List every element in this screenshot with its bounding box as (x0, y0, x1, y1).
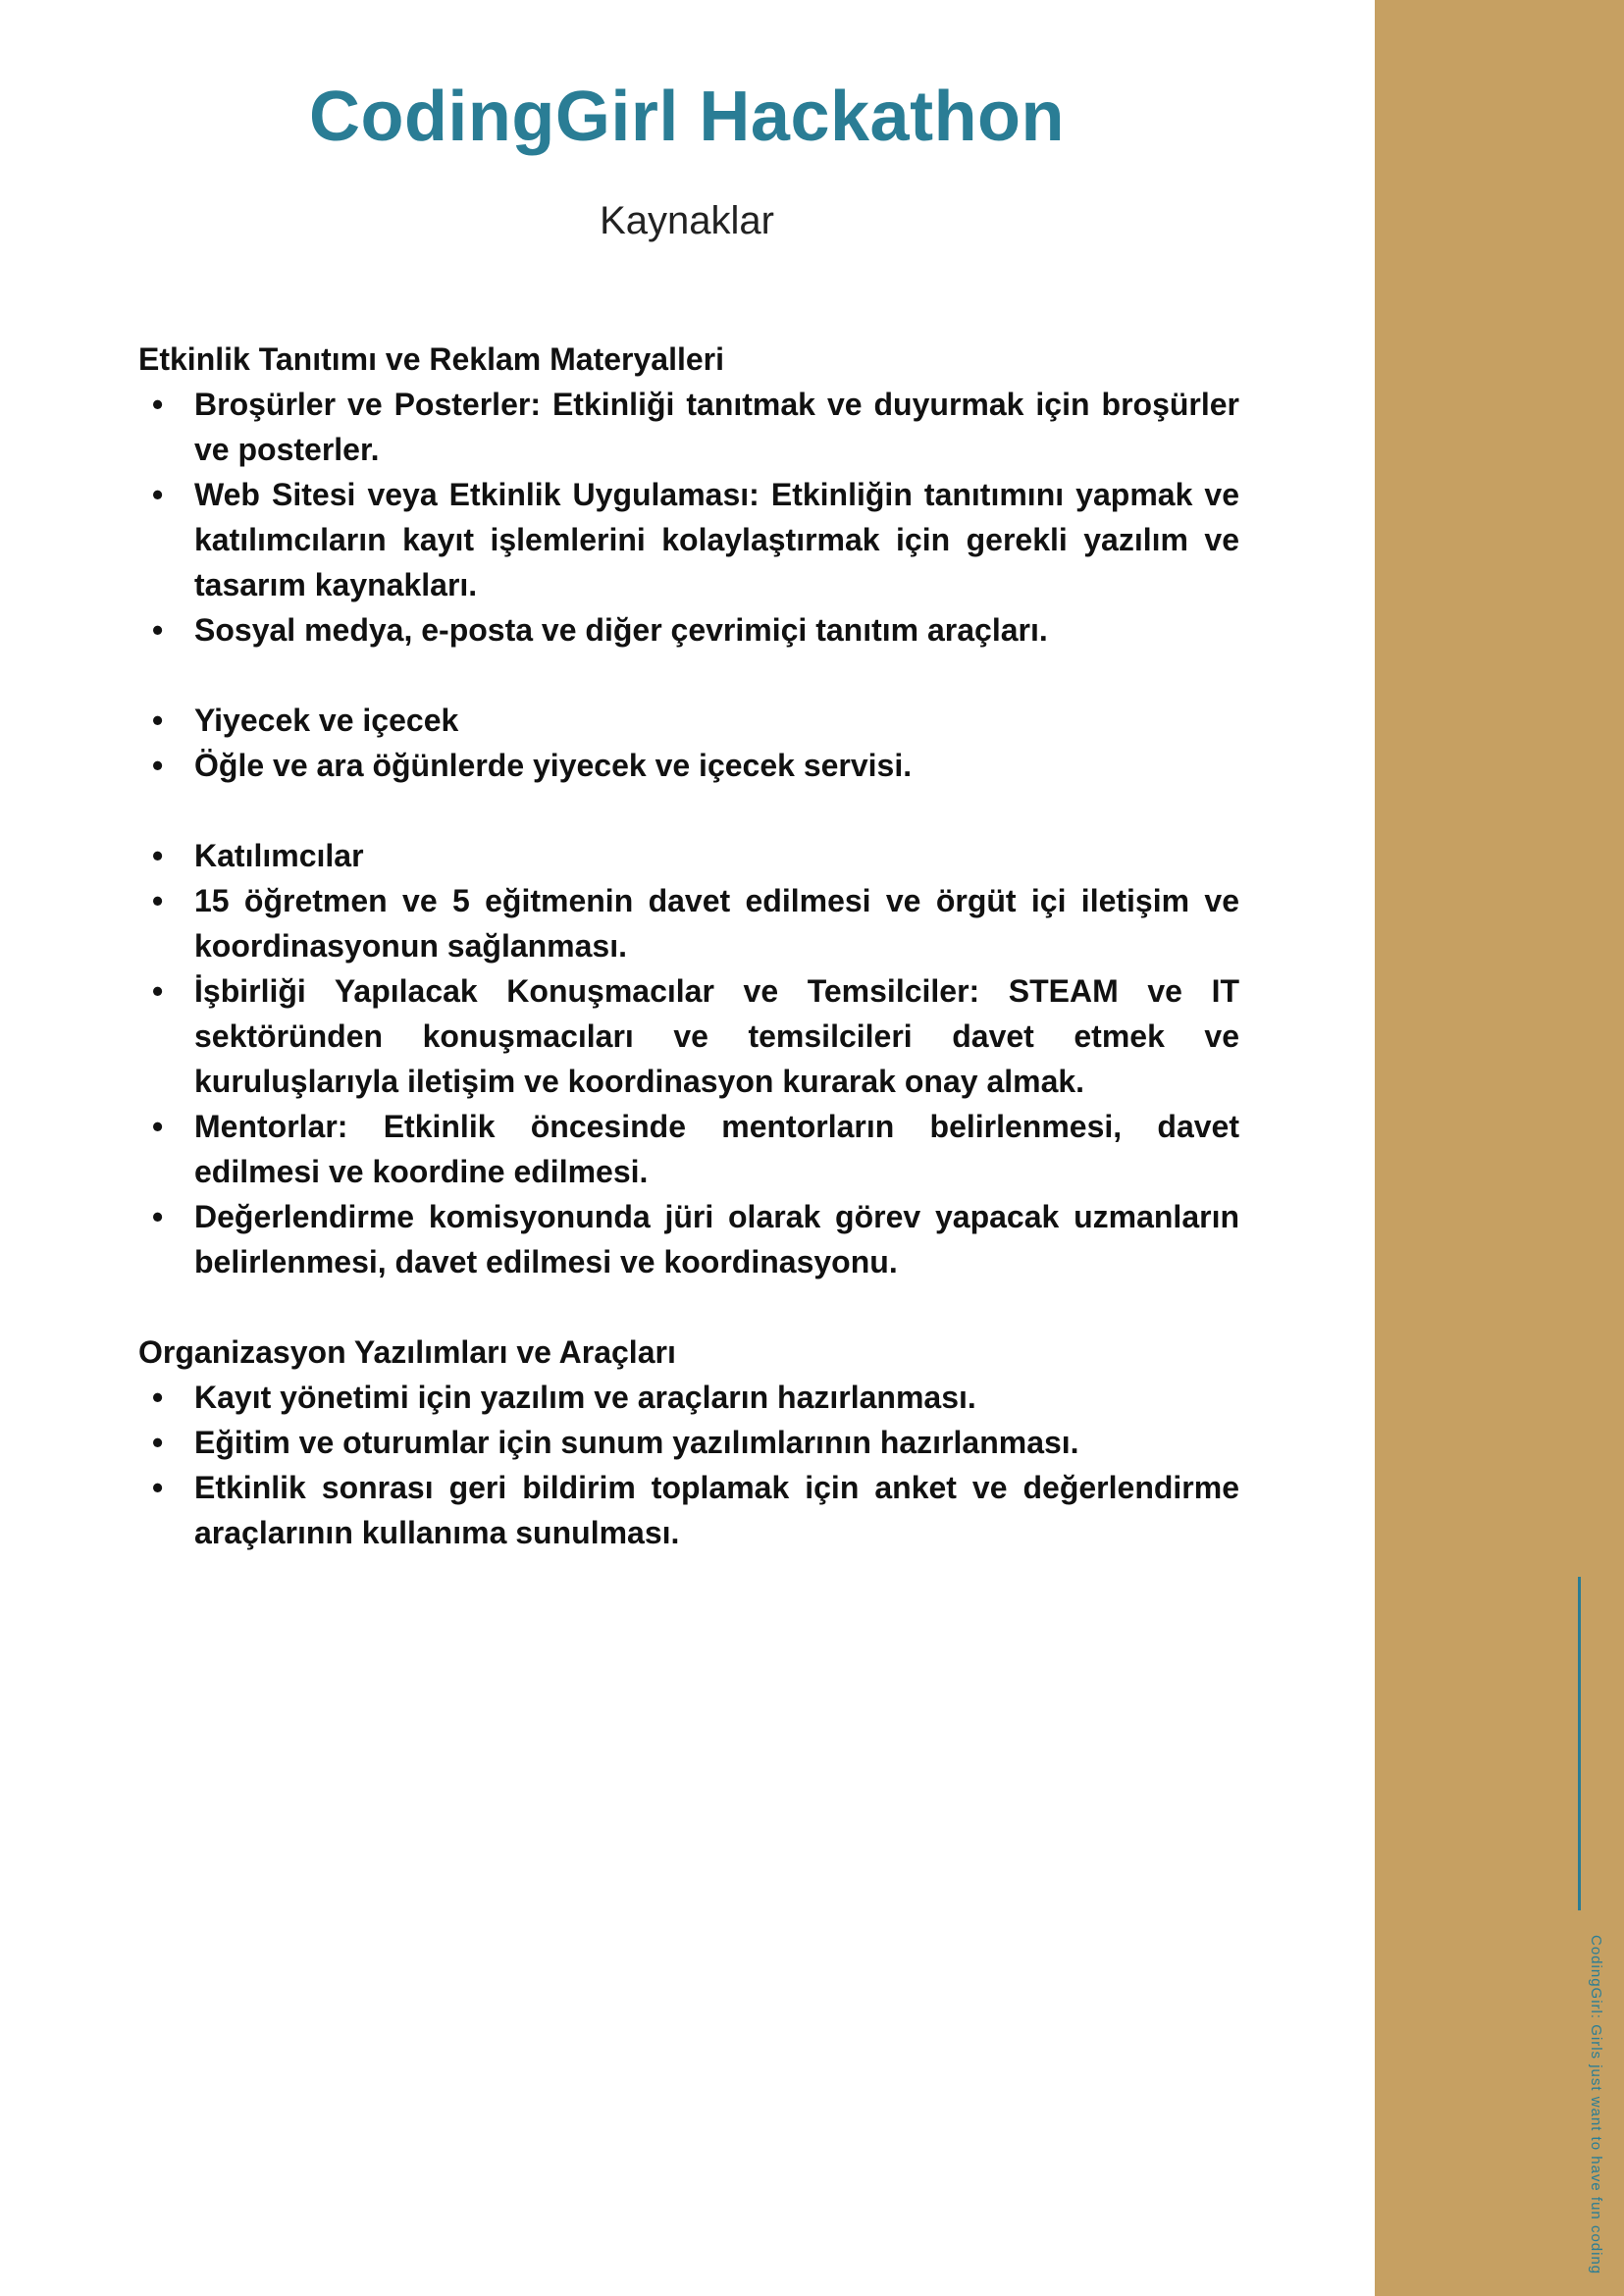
list-item: • Etkinlik sonrası geri bildirim toplamak için anket ve değerlendirme araçlarının kullanıma sunulması. (138, 1465, 1239, 1555)
sidebar-tagline: CodingGirl: Girls just want to have fun coding (1588, 1935, 1604, 2275)
list-item: • 15 öğretmen ve 5 eğitmenin davet edilmesi ve örgüt içi iletişim ve koordinasyonun sağlanması. (138, 878, 1239, 968)
section-spacer (138, 788, 1239, 833)
list-item: • Öğle ve ara öğünlerde yiyecek ve içecek servisi. (138, 743, 1239, 788)
list-item: • Yiyecek ve içecek (138, 698, 1239, 743)
list-item: • Mentorlar: Etkinlik öncesinde mentorların belirlenmesi, davet edilmesi ve koordine edilmesi. (138, 1104, 1239, 1194)
bullet-list (138, 382, 1239, 652)
bullet-list (138, 1375, 1239, 1555)
document-body (138, 337, 1239, 1555)
page-subtitle: Kaynaklar (600, 199, 774, 242)
list-item: • Broşürler ve Posterler: Etkinliği tanıtmak ve duyurmak için broşürler ve posterler. (138, 382, 1239, 472)
section-participants (138, 833, 1239, 1284)
bullet-list (138, 833, 1239, 1284)
list-item: • Kayıt yönetimi için yazılım ve araçların hazırlanması. (138, 1375, 1239, 1420)
list-item: • Katılımcılar (138, 833, 1239, 878)
list-item: • Eğitim ve oturumlar için sunum yazılımlarının hazırlanması. (138, 1420, 1239, 1465)
page-title: CodingGirl Hackathon (308, 78, 1066, 156)
section-spacer (138, 652, 1239, 698)
list-item: • İşbirliği Yapılacak Konuşmacılar ve Temsilciler: STEAM ve IT sektöründen konuşmacıları ve temsilcileri davet etmek ve kuruluşlarıyla iletişim ve koordinasyon kurarak onay almak. (138, 968, 1239, 1104)
section-heading: Etkinlik Tanıtımı ve Reklam Materyalleri (138, 341, 724, 377)
list-item: • Web Sitesi veya Etkinlik Uygulaması: Etkinliğin tanıtımını yapmak ve katılımcıların kayıt işlemlerini kolaylaştırmak için gerekli yazılım ve tasarım kaynakları. (138, 472, 1239, 607)
section-heading: Organizasyon Yazılımları ve Araçları (138, 1334, 676, 1370)
section-software (138, 1330, 1239, 1555)
section-spacer (138, 1284, 1239, 1330)
list-item: • Değerlendirme komisyonunda jüri olarak görev yapacak uzmanların belirlenmesi, davet edilmesi ve koordinasyonu. (138, 1194, 1239, 1284)
list-item: • Sosyal medya, e-posta ve diğer çevrimiçi tanıtım araçları. (138, 607, 1239, 652)
bullet-list (138, 698, 1239, 788)
section-promotion (138, 337, 1239, 652)
section-food (138, 698, 1239, 788)
decorative-sidebar (1375, 0, 1624, 2296)
sidebar-divider-line (1578, 1577, 1581, 1910)
